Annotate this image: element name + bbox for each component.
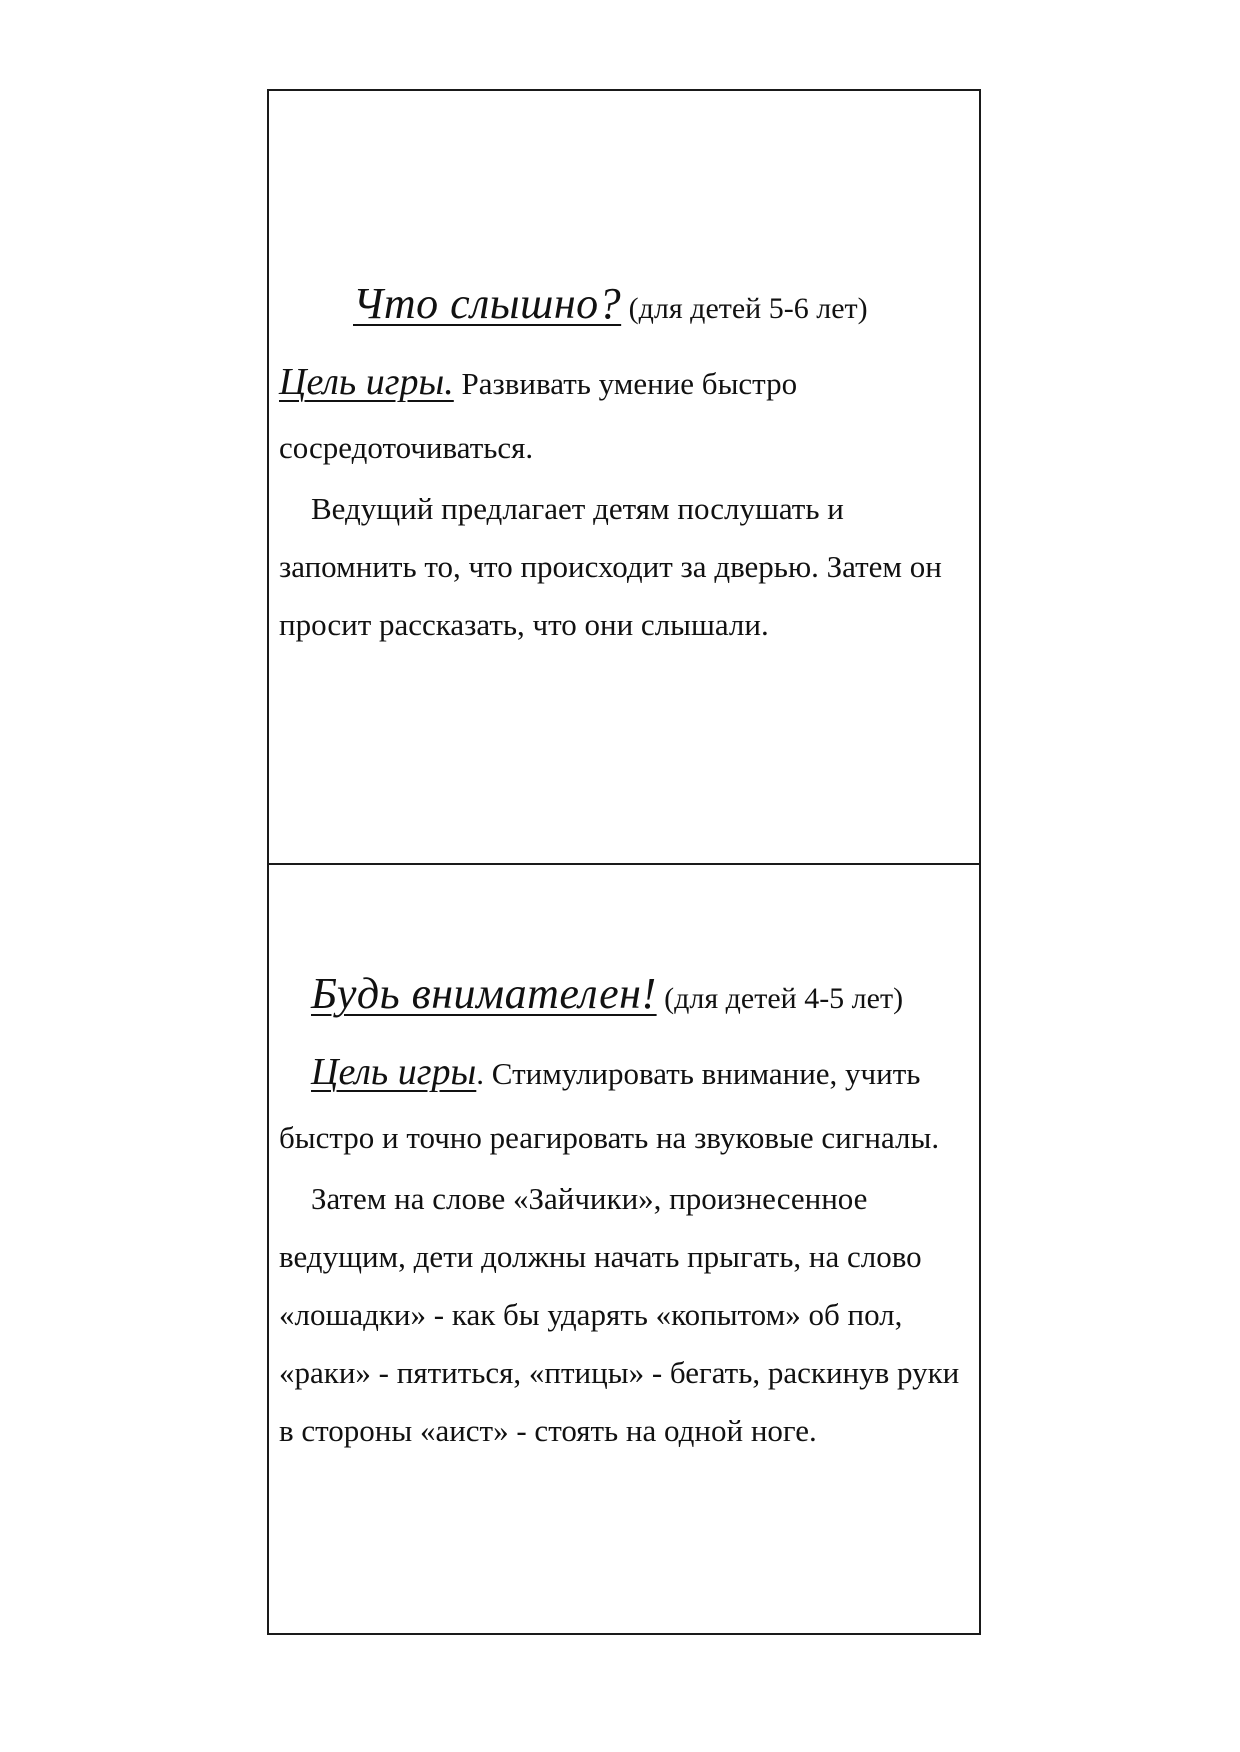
card-title: Что слышно? [353,279,622,328]
card-divider [269,863,979,865]
goal-text: Развивать умение быстро сосредоточиваться. [279,366,798,465]
card-age-note: (для детей 4-5 лет) [656,982,904,1015]
game-card-what-is-heard [279,281,969,654]
goal-label: Цель игры [311,1051,477,1093]
card-goal [279,1040,969,1170]
card-goal [279,350,969,480]
game-cards-table [267,89,981,1635]
game-card-be-attentive [279,971,969,1460]
card-age-note: (для детей 5-6 лет) [621,292,868,325]
card-description: Затем на слове «Зайчики», произнесенное ведущим, дети должны начать прыгать, на слово «лошадки» - как бы ударять «копытом» об пол, «раки» - пятиться, «птицы» - бегать, раскинув руки в стороны «аист» - стоять на одной ноге. [279,1181,960,1448]
goal-text: . Стимулировать внимание, учить быстро и точно реагировать на звуковые сигналы. [279,1056,940,1155]
card-description: Ведущий предлагает детям послушать и запомнить то, что происходит за дверью. Затем он просит рассказать, что они слышали. [279,491,942,642]
card-title: Будь внимателен! [311,969,657,1018]
goal-label: Цель игры. [279,361,454,403]
card-heading [279,971,969,1022]
card-heading [279,281,969,332]
